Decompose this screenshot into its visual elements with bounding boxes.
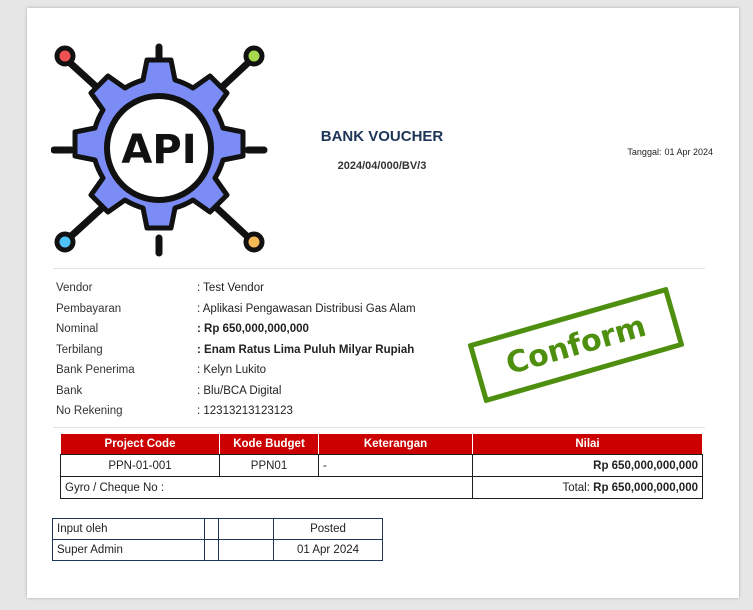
- date-label: Tanggal:: [627, 147, 662, 157]
- posted-date-cell: 01 Apr 2024: [274, 540, 383, 561]
- keterangan-cell: -: [319, 455, 473, 477]
- info-row-bank: [56, 381, 416, 402]
- api-gear-logo: [51, 42, 268, 258]
- info-label: Nominal: [56, 323, 99, 336]
- info-value: : Test Vendor: [197, 282, 264, 295]
- info-label: Vendor: [56, 282, 93, 295]
- input-by-cell: Super Admin: [53, 540, 205, 561]
- project-code-cell: PPN-01-001: [61, 455, 220, 477]
- signature-header-row: [53, 519, 383, 540]
- input-label-cell: Input oleh: [53, 519, 205, 540]
- blank-cell: [219, 540, 274, 561]
- info-value: : Rp 650,000,000,000: [197, 323, 309, 336]
- items-header-row: [61, 434, 703, 455]
- info-label: Pembayaran: [56, 302, 122, 315]
- signature-table: [52, 518, 383, 561]
- date-value: 01 Apr 2024: [664, 147, 713, 157]
- info-row-pembayaran: [56, 299, 416, 320]
- nilai-cell: [473, 455, 703, 477]
- info-label: Terbilang: [56, 343, 103, 356]
- total-cell: [473, 477, 703, 499]
- divider: [53, 268, 705, 269]
- voucher-number: 2024/04/000/BV/3: [337, 160, 427, 172]
- logo-text: API: [121, 127, 197, 173]
- kode-budget-cell: PPN01: [220, 455, 319, 477]
- items-table: [60, 433, 703, 499]
- total-value: Rp 650,000,000,000: [593, 481, 698, 494]
- info-label: No Rekening: [56, 405, 123, 418]
- signature-value-row: [53, 540, 383, 561]
- column-header: Keterangan: [319, 434, 473, 455]
- info-value: : Aplikasi Pengawasan Distribusi Gas Alam: [197, 302, 416, 315]
- info-row-nominal: [56, 319, 416, 340]
- column-header: Nilai: [473, 434, 703, 455]
- voucher-info: [56, 278, 416, 422]
- document-title: BANK VOUCHER: [320, 128, 444, 145]
- total-row: [61, 477, 703, 499]
- info-row-terbilang: [56, 340, 416, 361]
- column-header: Kode Budget: [220, 434, 319, 455]
- blank-cell: [219, 519, 274, 540]
- posted-label-cell: Posted: [274, 519, 383, 540]
- voucher-page: [27, 8, 739, 598]
- blank-cell: [205, 519, 219, 540]
- info-value: : 12313213123123: [197, 405, 293, 418]
- total-label: Total:: [562, 481, 590, 494]
- info-value: : Blu/BCA Digital: [197, 384, 282, 397]
- info-row-bank-penerima: [56, 360, 416, 381]
- info-label: Bank: [56, 384, 83, 397]
- divider: [53, 427, 705, 428]
- nilai-value: Rp 650,000,000,000: [593, 459, 698, 472]
- gyro-cell: Gyro / Cheque No :: [61, 477, 473, 499]
- voucher-date: [627, 147, 713, 157]
- column-header: Project Code: [61, 434, 220, 455]
- info-row-vendor: [56, 278, 416, 299]
- table-row: [61, 455, 703, 477]
- info-value: : Kelyn Lukito: [197, 364, 267, 377]
- conform-stamp: Conform: [467, 287, 684, 404]
- info-label: Bank Penerima: [56, 364, 135, 377]
- info-value: : Enam Ratus Lima Puluh Milyar Rupiah: [197, 343, 415, 356]
- blank-cell: [205, 540, 219, 561]
- info-row-no-rekening: [56, 401, 416, 422]
